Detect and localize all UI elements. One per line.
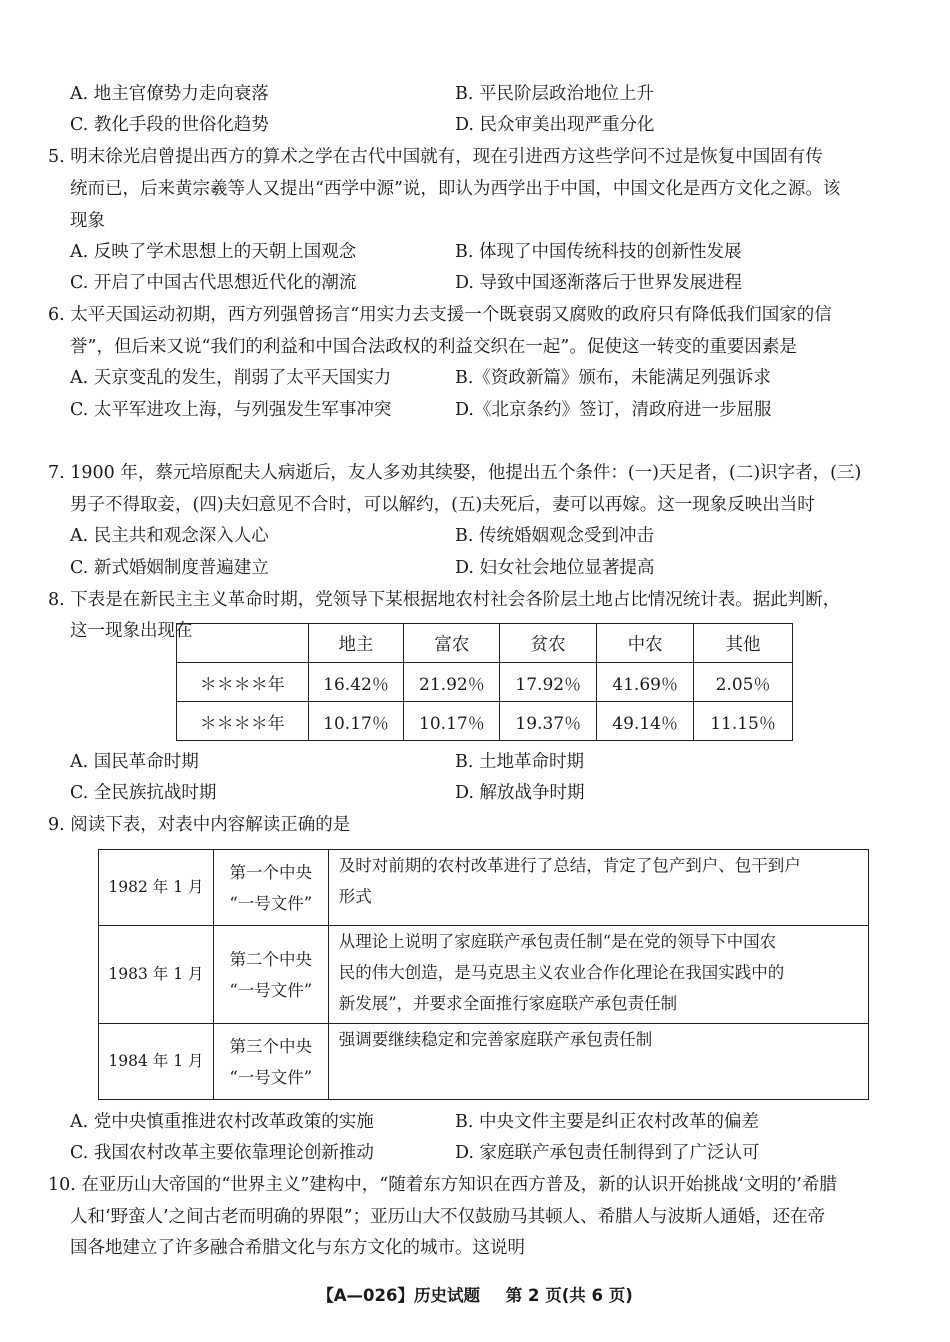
exam-code: 【A—026】历史试题: [317, 1286, 480, 1305]
q6-stem-line: 6. 太平天国运动初期，西方列强曾扬言“用实力去支援一个既衰弱又腐败的政府只有降低我们国家的信: [48, 305, 832, 325]
table-row: [99, 926, 869, 1024]
table-header-cell: 富农: [404, 624, 500, 663]
q8-option-c: C. 全民族抗战时期: [70, 783, 217, 803]
table-cell: 49.14％: [597, 702, 694, 741]
content-line: 形式: [338, 887, 372, 906]
table-cell: 10.17％: [308, 702, 404, 741]
q5-stem-line: 现象: [70, 211, 105, 231]
table-date-cell: 1983 年 1 月: [99, 926, 214, 1024]
table-date-cell: 1982 年 1 月: [99, 850, 214, 926]
q4-option-b: B. 平民阶层政治地位上升: [455, 84, 654, 104]
table-cell: 2.05％: [694, 663, 793, 702]
table-cell: 17.92％: [500, 663, 597, 702]
table-row: [177, 702, 793, 741]
table-content-cell: [328, 850, 868, 926]
q9-option-b: B. 中央文件主要是纠正农村改革的偏差: [455, 1112, 759, 1132]
q8-option-b: B. 土地革命时期: [455, 752, 584, 772]
content-line: 民的伟大创造，是马克思主义农业合作化理论在我国实践中的: [338, 963, 785, 982]
q7-stem-line: 男子不得取妾，(四)夫妇意见不合时，可以解约，(五)夫死后，妻可以再嫁。这一现象反映出当时: [70, 495, 815, 515]
q9-option-c: C. 我国农村改革主要依靠理论创新推动: [70, 1143, 374, 1163]
q9-stem-line: 9. 阅读下表，对表中内容解读正确的是: [48, 815, 351, 835]
table-date-cell: 1984 年 1 月: [99, 1024, 214, 1100]
table-cell: 16.42％: [308, 663, 404, 702]
q5-option-a: A. 反映了学术思想上的天朝上国观念: [70, 242, 357, 262]
table-cell: ＊＊＊＊年: [177, 702, 309, 741]
q7-stem-line: 7. 1900 年，蔡元培原配夫人病逝后，友人多劝其续娶，他提出五个条件：(一)天足者，(二)识字者，(三): [48, 463, 862, 483]
q10-stem-line: 国各地建立了许多融合希腊文化与东方文化的城市。这说明: [70, 1238, 525, 1258]
q5-option-b: B. 体现了中国传统科技的创新性发展: [455, 242, 742, 262]
content-line: 从理论上说明了家庭联产承包责任制“是在党的领导下中国农: [338, 932, 777, 951]
q4-option-a: A. 地主官僚势力走向衰落: [70, 84, 269, 104]
table-cell: 10.17％: [404, 702, 500, 741]
table-header-cell: 地主: [308, 624, 404, 663]
document-name-line: 第三个中央: [229, 1036, 313, 1056]
content-line: 新发展”，并要求全面推行家庭联产承包责任制: [338, 994, 678, 1013]
table-row: [99, 850, 869, 926]
q5-option-d: D. 导致中国逐渐落后于世界发展进程: [455, 273, 743, 293]
content-line: 强调要继续稳定和完善家庭联产承包责任制: [338, 1030, 653, 1049]
q6-option-c: C. 太平军进攻上海，与列强发生军事冲突: [70, 400, 392, 420]
document-name-line: 第一个中央: [229, 862, 313, 882]
document-name-line: “一号文件”: [229, 1067, 313, 1087]
table-content-cell: [328, 926, 868, 1024]
table-document-cell: [213, 1024, 328, 1100]
q10-stem-line: 10. 在亚历山大帝国的“世界主义”建构中，“随着东方知识在西方普及，新的认识开始挑战‘文明的’希腊: [48, 1175, 837, 1195]
table-document-cell: [213, 850, 328, 926]
table-header-cell: 其他: [694, 624, 793, 663]
table-cell: ＊＊＊＊年: [177, 663, 309, 702]
q6-stem-line: 誉”，但后来又说“我们的利益和中国合法政权的利益交织在一起”。促使这一转变的重要因素是: [70, 337, 797, 357]
table-document-cell: [213, 926, 328, 1024]
table-header-cell: 中农: [597, 624, 694, 663]
document-name-line: “一号文件”: [229, 980, 313, 1000]
q4-option-d: D. 民众审美出现严重分化: [455, 115, 655, 135]
page-footer: [0, 1282, 950, 1306]
q6-option-d: D.《北京条约》签订，清政府进一步屈服: [455, 400, 772, 420]
q8-option-d: D. 解放战争时期: [455, 783, 585, 803]
table-row: [177, 663, 793, 702]
q6-option-b: B.《资政新篇》颁布，未能满足列强诉求: [455, 368, 771, 388]
table-cell: 41.69％: [597, 663, 694, 702]
table-row: [99, 1024, 869, 1100]
q6-option-a: A. 天京变乱的发生，削弱了太平天国实力: [70, 368, 392, 388]
q10-stem-line: 人和‘野蛮人’之间古老而明确的界限”；亚历山大不仅鼓励马其顿人、希腊人与波斯人通婚，还在帝: [70, 1207, 826, 1227]
table-cell: 21.92％: [404, 663, 500, 702]
q7-option-a: A. 民主共和观念深入人心: [70, 526, 269, 546]
q5-stem-line: 统而已，后来黄宗羲等人又提出“西学中源”说，即认为西学出于中国，中国文化是西方文化之源。该: [70, 179, 841, 199]
q7-option-b: B. 传统婚姻观念受到冲击: [455, 526, 654, 546]
q9-option-a: A. 党中央慎重推进农村改革政策的实施: [70, 1112, 374, 1132]
q9-option-d: D. 家庭联产承包责任制得到了广泛认可: [455, 1143, 760, 1163]
q8-option-a: A. 国民革命时期: [70, 752, 199, 772]
table-cell: 19.37％: [500, 702, 597, 741]
table-header-cell: 贫农: [500, 624, 597, 663]
q7-option-d: D. 妇女社会地位显著提高: [455, 558, 655, 578]
q7-option-c: C. 新式婚姻制度普遍建立: [70, 558, 269, 578]
document-name-line: 第二个中央: [229, 949, 313, 969]
table-header-cell: [177, 624, 309, 663]
q5-stem-line: 5. 明末徐光启曾提出西方的算术之学在古代中国就有，现在引进西方这些学问不过是恢复中国固有传: [48, 147, 823, 167]
q8-stem-line: 8. 下表是在新民主主义革命时期，党领导下某根据地农村社会各阶层土地占比情况统计表。据此判断，: [48, 590, 841, 610]
content-line: 及时对前期的农村改革进行了总结，肯定了包产到户、包干到户: [338, 856, 801, 875]
table-header-row: [177, 624, 793, 663]
land-share-table: [176, 623, 793, 741]
policy-document-table: [98, 849, 869, 1100]
page-number: 第 2 页(共 6 页): [505, 1286, 633, 1305]
q5-option-c: C. 开启了中国古代思想近代化的潮流: [70, 273, 357, 293]
table-content-cell: [328, 1024, 868, 1100]
table-cell: 11.15％: [694, 702, 793, 741]
q8-stem-line: 这一现象出现在: [70, 621, 193, 641]
document-name-line: “一号文件”: [229, 893, 313, 913]
q4-option-c: C. 教化手段的世俗化趋势: [70, 115, 269, 135]
